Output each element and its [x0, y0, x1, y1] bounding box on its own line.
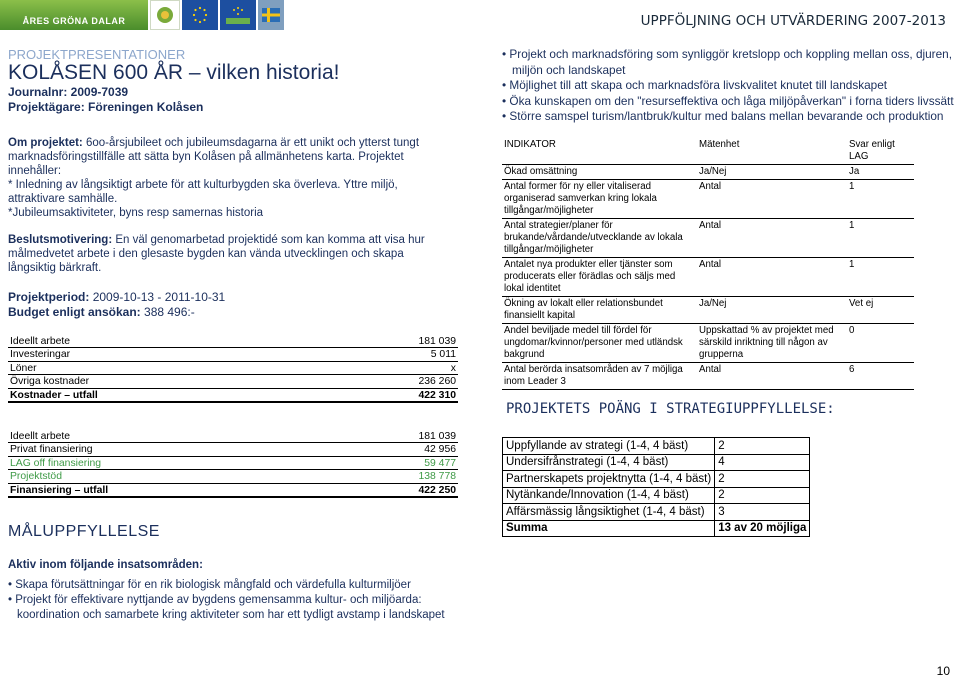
- cost-table: [8, 334, 458, 403]
- table-row: [502, 165, 914, 180]
- table-row: [503, 454, 810, 471]
- journal-number: Journalnr: 2009-7039: [8, 85, 129, 99]
- budget-label: Budget enligt ansökan:: [8, 305, 141, 319]
- table-header-row: [502, 138, 914, 165]
- financing-value: 422 250: [328, 483, 458, 497]
- description-line-1: * Inledning av långsiktigt arbete för att kulturbygden ska överleva. Yttre miljö, attraktivare samhälle.: [8, 179, 398, 205]
- table-row: [8, 348, 458, 362]
- answer-cell: Vet ej: [847, 297, 914, 324]
- financing-label: LAG off finansiering: [8, 456, 328, 470]
- swedish-flag-icon: [258, 0, 284, 30]
- eu-program-logo: [220, 0, 256, 30]
- points-cell: 3: [715, 504, 810, 521]
- answer-cell: Ja: [847, 165, 914, 180]
- project-description: [8, 136, 448, 220]
- cost-label: Kostnader – utfall: [8, 388, 318, 402]
- goal-fulfilment-heading: MÅLUPPFYLLELSE: [8, 523, 160, 540]
- table-row: [502, 324, 914, 363]
- table-row: [8, 470, 458, 484]
- column-header: Mätenhet: [697, 138, 847, 165]
- unit-cell: Uppskattad % av projektet med särskild inriktning till någon av grupperna: [697, 324, 847, 363]
- description-line-2: *Jubileumsaktiviteter, byns resp samernas historia: [8, 207, 264, 219]
- points-cell: 2: [715, 471, 810, 488]
- table-row-total: [8, 388, 458, 402]
- answer-cell: 0: [847, 324, 914, 363]
- indicator-table: [502, 138, 914, 390]
- unit-cell: Antal: [697, 363, 847, 390]
- points-cell: 2: [715, 487, 810, 504]
- criterion-cell: Uppfyllande av strategi (1-4, 4 bäst): [503, 438, 715, 455]
- indicator-cell: Antal berörda insatsområden av 7 möjliga inom Leader 3: [502, 363, 697, 390]
- financing-value: 42 956: [328, 443, 458, 457]
- sum-value: 13 av 20 möjliga: [715, 520, 810, 537]
- table-row: [503, 504, 810, 521]
- cost-value: 181 039: [318, 334, 458, 348]
- points-cell: 2: [715, 438, 810, 455]
- cost-label: Ideellt arbete: [8, 334, 318, 348]
- description-text: 6oo-årsjubileet och jubileumsdagarna är ett unikt och ytterst tungt marknadsföringstillfälle att sätta byn Kolåsen på allmänhetens karta. Projektet innehåller:: [8, 137, 420, 177]
- table-row: [502, 219, 914, 258]
- list-item: • Skapa förutsättningar för en rik biologisk mångfald och värdefulla kulturmiljöer: [8, 579, 411, 591]
- answer-cell: 1: [847, 180, 914, 219]
- answer-cell: 6: [847, 363, 914, 390]
- financing-table: [8, 429, 458, 498]
- table-row: [8, 334, 458, 348]
- sum-label: Summa: [503, 520, 715, 537]
- table-row: [503, 487, 810, 504]
- list-item: • Öka kunskapen om den "resurseffektiva och låga miljöpåverkan" i forna tiders livssätt: [502, 93, 954, 108]
- motivation-text: En väl genomarbetad projektidé som kan komma att visa hur målmedvetet arbete i den glesaste bygden kan vända utvecklingen och skapa långsiktig bärkraft.: [8, 234, 425, 274]
- cost-label: Löner: [8, 361, 318, 375]
- criterion-cell: Nytänkande/Innovation (1-4, 4 bäst): [503, 487, 715, 504]
- description-label: Om projektet:: [8, 137, 83, 149]
- cost-label: Övriga kostnader: [8, 375, 318, 389]
- unit-cell: Antal: [697, 258, 847, 297]
- cost-label: Investeringar: [8, 348, 318, 362]
- unit-cell: Ja/Nej: [697, 297, 847, 324]
- decision-motivation: [8, 233, 448, 275]
- active-areas-list: [8, 578, 453, 623]
- table-row: [8, 456, 458, 470]
- report-title: UPPFÖLJNING OCH UTVÄRDERING 2007-2013: [640, 13, 946, 29]
- financing-label: Projektstöd: [8, 470, 328, 484]
- header-logos: [0, 0, 284, 30]
- answer-cell: 1: [847, 219, 914, 258]
- indicator-cell: Antal former för ny eller vitaliserad organiserad samverkan kring lokala tillgångar/möjligheter: [502, 180, 697, 219]
- cost-value: 5 011: [318, 348, 458, 362]
- table-row: [502, 258, 914, 297]
- indicator-cell: Andel beviljade medel till fördel för ungdomar/kvinnor/personer med utländsk bakgrund: [502, 324, 697, 363]
- score-heading: PROJEKTETS POÄNG I STRATEGIUPPFYLLELSE:: [506, 401, 835, 417]
- active-areas-heading: Aktiv inom följande insatsområden:: [8, 559, 203, 571]
- criterion-cell: Partnerskapets projektnytta (1-4, 4 bäst): [503, 471, 715, 488]
- cost-value: 236 260: [318, 375, 458, 389]
- score-table: [502, 437, 810, 537]
- column-header: INDIKATOR: [502, 138, 697, 165]
- goals-list: [502, 47, 957, 125]
- column-header: Svar enligt LAG: [847, 138, 914, 165]
- list-item: • Projekt och marknadsföring som synliggör kretslopp och koppling mellan oss, djuren, miljön och landskapet: [502, 47, 953, 77]
- table-row: [8, 429, 458, 443]
- cost-value: x: [318, 361, 458, 375]
- criterion-cell: Affärsmässig långsiktighet (1-4, 4 bäst): [503, 504, 715, 521]
- table-row: [8, 443, 458, 457]
- indicator-cell: Antal strategier/planer för brukande/vårdande/utvecklande av lokala tillgångar/möjligheter: [502, 219, 697, 258]
- indicator-cell: Ökning av lokalt eller relationsbundet finansiellt kapital: [502, 297, 697, 324]
- project-owner: Projektägare: Föreningen Kolåsen: [8, 100, 204, 114]
- table-row: [502, 180, 914, 219]
- budget-value: 388 496:-: [140, 305, 195, 319]
- project-period-block: [8, 290, 448, 320]
- answer-cell: 1: [847, 258, 914, 297]
- financing-value: 59 477: [328, 456, 458, 470]
- section-label: PROJEKTPRESENTATIONER: [8, 47, 186, 62]
- financing-value: 181 039: [328, 429, 458, 443]
- unit-cell: Ja/Nej: [697, 165, 847, 180]
- financing-value: 138 778: [328, 470, 458, 484]
- cost-value: 422 310: [318, 388, 458, 402]
- unit-cell: Antal: [697, 180, 847, 219]
- financing-label: Ideellt arbete: [8, 429, 328, 443]
- list-item: • Projekt för effektivare nyttjande av bygdens gemensamma kultur- och miljöarda: koordination och samarbete kring aktiviteter som har ett tydligt avstamp i landskapet: [8, 594, 445, 621]
- table-row: [502, 363, 914, 390]
- financing-label: Privat finansiering: [8, 443, 328, 457]
- table-row-sum: [503, 520, 810, 537]
- ares-grona-dalar-logo: ÅRES GRÖNA DALAR: [0, 0, 148, 30]
- period-value: 2009-10-13 - 2011-10-31: [89, 290, 226, 304]
- leader-logo: [150, 0, 180, 30]
- motivation-label: Beslutsmotivering:: [8, 234, 113, 246]
- table-row: [502, 297, 914, 324]
- table-row: [503, 471, 810, 488]
- table-row: [8, 361, 458, 375]
- table-row: [503, 438, 810, 455]
- eu-flag-icon: [182, 0, 218, 30]
- indicator-cell: Ökad omsättning: [502, 165, 697, 180]
- criterion-cell: Undersifrånstrategi (1-4, 4 bäst): [503, 454, 715, 471]
- table-row-total: [8, 483, 458, 497]
- indicator-cell: Antalet nya produkter eller tjänster som producerats eller förädlas och säljs med lokal identitet: [502, 258, 697, 297]
- unit-cell: Antal: [697, 219, 847, 258]
- period-label: Projektperiod:: [8, 290, 90, 304]
- page-number: 10: [936, 664, 950, 678]
- list-item: • Möjlighet till att skapa och marknadsföra livskvalitet knutet till landskapet: [502, 78, 888, 92]
- points-cell: 4: [715, 454, 810, 471]
- financing-label: Finansiering – utfall: [8, 483, 328, 497]
- project-title: KOLÅSEN 600 ÅR – vilken historia!: [8, 61, 340, 84]
- table-row: [8, 375, 458, 389]
- list-item: • Större samspel turism/lantbruk/kultur med balans mellan bevarande och produktion: [502, 109, 944, 123]
